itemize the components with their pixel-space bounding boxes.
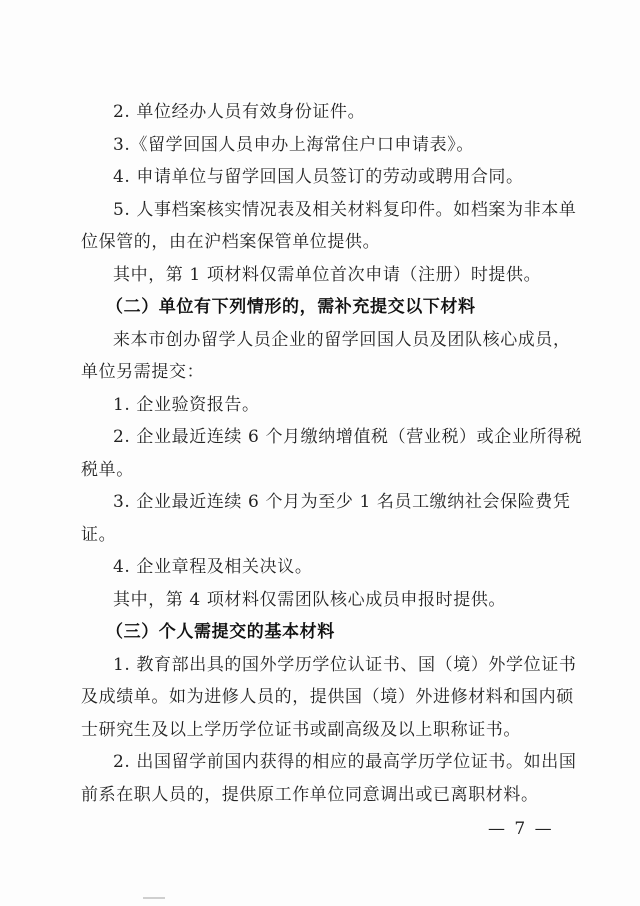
section-2-intro: 来本市创办留学人员企业的留学回国人员及团队核心成员， [113, 330, 571, 350]
note-item-4: 其中，第 4 项材料仅需团队核心成员申报时提供。 [113, 590, 507, 610]
section-2-item-3: 3. 企业最近连续 6 个月为至少 1 名员工缴纳社会保险费凭 [113, 492, 571, 512]
section-2-item-2-continuation: 税单。 [81, 460, 134, 480]
section-heading-2: （二）单位有下列情形的，需补充提交以下材料 [106, 297, 476, 317]
item-5-personnel-file: 5. 人事档案核实情况表及相关材料复印件。如档案为非本单 [113, 200, 577, 220]
item-5-continuation: 位保管的，由在沪档案保管单位提供。 [81, 232, 381, 252]
section-2-item-2: 2. 企业最近连续 6 个月缴纳增值税（营业税）或企业所得税 [113, 427, 583, 447]
section-2-item-3-continuation: 证。 [81, 525, 117, 545]
scan-mark [143, 897, 165, 899]
note-item-1: 其中，第 1 项材料仅需单位首次申请（注册）时提供。 [113, 265, 542, 285]
section-2-intro-continuation: 单位另需提交： [81, 362, 205, 382]
section-heading-3: （三）个人需提交的基本材料 [106, 622, 335, 642]
item-2-id-document: 2. 单位经办人员有效身份证件。 [113, 102, 366, 122]
item-3-application-form: 3.《留学回国人员申办上海常住户口申请表》。 [113, 135, 474, 155]
section-3-item-2-continuation: 前系在职人员的，提供原工作单位同意调出或已离职材料。 [81, 785, 539, 805]
section-3-item-1-line-2: 及成绩单。如为进修人员的，提供国（境）外进修材料和国内硕 [81, 687, 574, 707]
section-2-item-1: 1. 企业验资报告。 [113, 395, 260, 415]
section-3-item-2: 2. 出国留学前国内获得的相应的最高学历学位证书。如出国 [113, 752, 577, 772]
item-4-labor-contract: 4. 申请单位与留学回国人员签订的劳动或聘用合同。 [113, 167, 524, 187]
page-number: — 7 — [488, 819, 554, 839]
section-2-item-4: 4. 企业章程及相关决议。 [113, 557, 313, 577]
section-3-item-1-line-3: 士研究生及以上学历学位证书或副高级及以上职称证书。 [81, 720, 521, 740]
section-3-item-1: 1. 教育部出具的国外学历学位认证书、国（境）外学位证书 [113, 655, 577, 675]
